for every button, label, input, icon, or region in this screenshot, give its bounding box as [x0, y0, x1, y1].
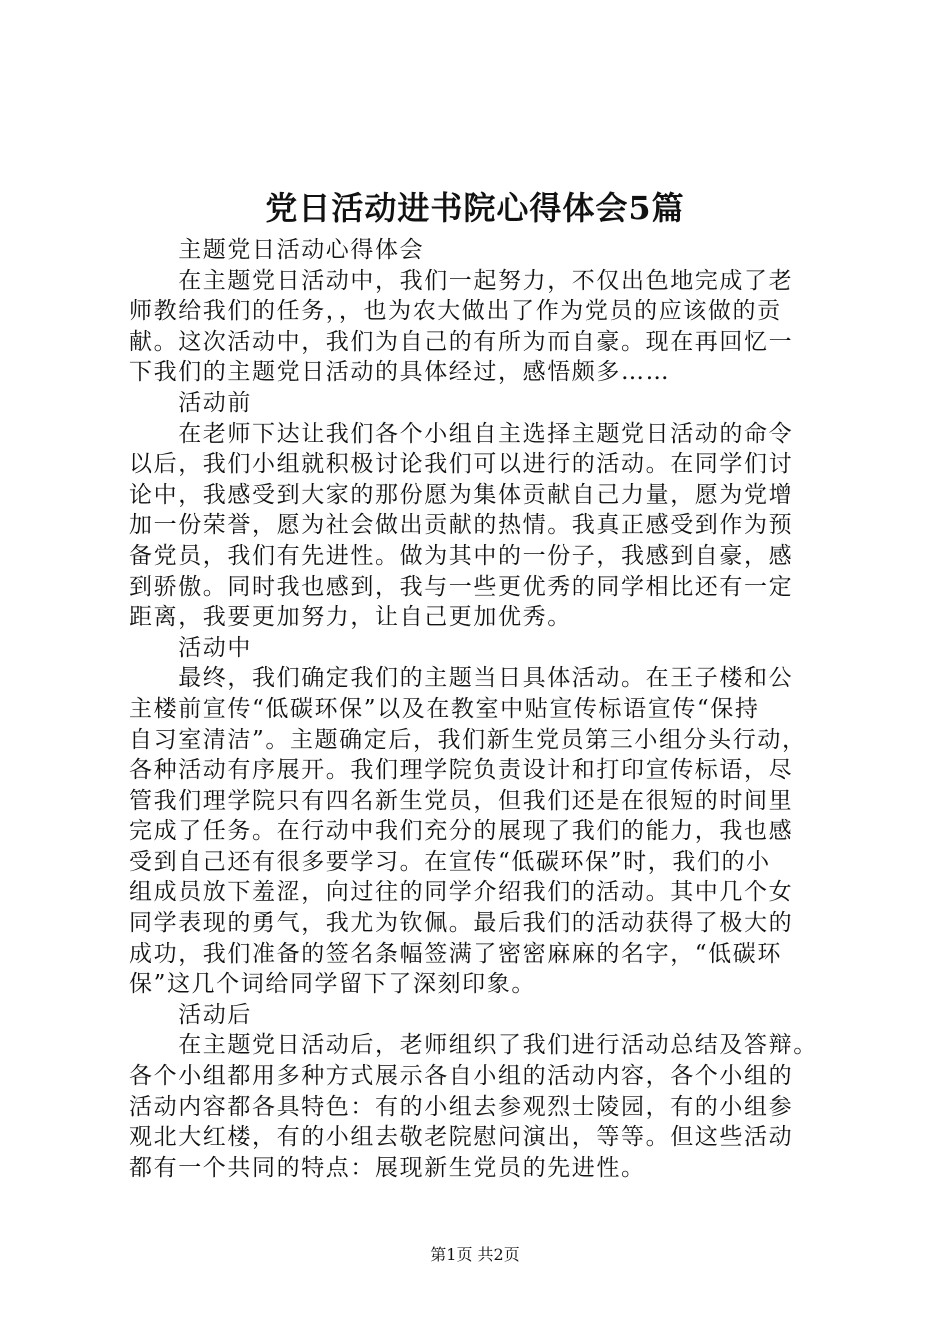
text-line: 都有一个共同的特点：展现新生党员的先进性。 — [129, 1154, 646, 1181]
document-body — [129, 235, 849, 1183]
text-line: 自习室清洁”。主题确定后，我们新生党员第三小组分头行动， — [129, 726, 807, 753]
text-line: 备党员，我们有先进性。做为其中的一份子，我感到自豪，感 — [129, 542, 794, 569]
text-line: 在主题党日活动后，老师组织了我们进行活动总结及答辩。 — [129, 1032, 818, 1059]
text-line: 组成员放下羞涩，向过往的同学介绍我们的活动。其中几个女 — [129, 879, 794, 906]
text-line: 最终，我们确定我们的主题当日具体活动。在王子楼和公 — [129, 665, 794, 692]
text-line: 成功，我们准备的签名条幅签满了密密麻麻的名字，“低碳环 — [129, 940, 782, 967]
text-line: 管我们理学院只有四名新生党员，但我们还是在很短的时间里 — [129, 787, 794, 814]
text-line: 同学表现的勇气，我尤为钦佩。最后我们的活动获得了极大的 — [129, 910, 794, 937]
text-line: 献。这次活动中，我们为自己的有所为而自豪。现在再回忆一 — [129, 328, 794, 355]
text-line: 活动内容都各具特色：有的小组去参观烈士陵园，有的小组参 — [129, 1093, 794, 1120]
text-line: 距离，我要更加努力，让自己更加优秀。 — [129, 604, 572, 631]
text-line: 主题党日活动心得体会 — [129, 237, 425, 263]
text-line: 受到自己还有很多要学习。在宣传“低碳环保”时，我们的小 — [129, 848, 771, 875]
page-footer: 第1页 共2页 — [430, 1245, 520, 1264]
text-line: 观北大红楼，有的小组去敬老院慰问演出，等等。但这些活动 — [129, 1124, 794, 1151]
text-line: 加一份荣誉，愿为社会做出贡献的热情。我真正感受到作为预 — [129, 512, 794, 539]
text-line: 完成了任务。在行动中我们充分的展现了我们的能力，我也感 — [129, 818, 794, 845]
text-line: 下我们的主题党日活动的具体经过，感悟颇多…… — [129, 359, 671, 386]
text-line: 师教给我们的任务，，也为农大做出了作为党员的应该做的贡 — [129, 298, 782, 325]
text-line: 到骄傲。同时我也感到，我与一些更优秀的同学相比还有一定 — [129, 573, 794, 600]
text-line: 以后，我们小组就积极讨论我们可以进行的活动。在同学们讨 — [129, 451, 794, 478]
text-line: 在老师下达让我们各个小组自主选择主题党日活动的命令 — [129, 420, 794, 447]
text-line: 活动后 — [129, 1001, 252, 1028]
text-line: 各种活动有序展开。我们理学院负责设计和打印宣传标语，尽 — [129, 757, 794, 784]
text-line: 活动中 — [129, 634, 252, 661]
text-line: 保”这几个词给同学留下了深刻印象。 — [129, 971, 536, 998]
text-line: 在主题党日活动中，我们一起努力，不仅出色地完成了老 — [129, 267, 794, 294]
document-title: 党日活动进书院心得体会5篇 — [265, 189, 685, 227]
text-line: 论中，我感受到大家的那份愿为集体贡献自己力量，愿为党增 — [129, 481, 794, 508]
text-line: 各个小组都用多种方式展示各自小组的活动内容，各个小组的 — [129, 1063, 794, 1090]
text-line: 主楼前宣传“低碳环保”以及在教室中贴宣传标语宣传“保持 — [129, 695, 760, 722]
text-line: 活动前 — [129, 389, 252, 416]
